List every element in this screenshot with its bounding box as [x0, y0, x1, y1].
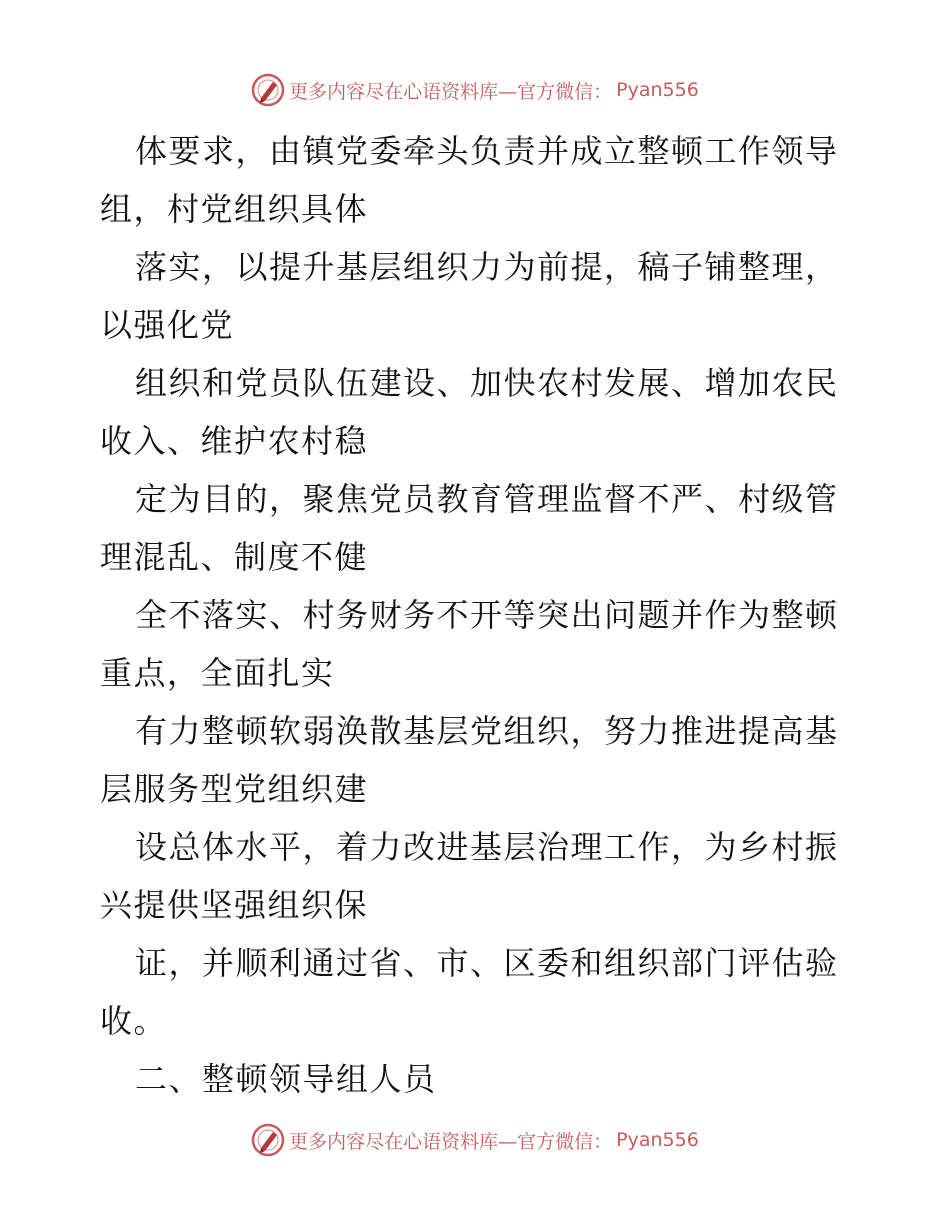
- body-text-line: 理混乱、制度不健: [100, 538, 369, 576]
- document-body: [100, 122, 860, 1108]
- footer-banner-wechat-id: Pyan556: [616, 1129, 699, 1151]
- body-text-line: 证，并顺利通过省、市、区委和组织部门评估验: [135, 944, 839, 982]
- body-text-line: 收入、维护农村稳: [100, 422, 369, 460]
- body-text-line: 重点，全面扎实: [100, 654, 335, 692]
- body-text-line: 设总体水平，着力改进基层治理工作，为乡村振: [135, 828, 839, 866]
- header-watermark-banner: [0, 70, 950, 110]
- body-text-line: 有力整顿软弱涣散基层党组织，努力推进提高基: [135, 712, 839, 750]
- body-text-line: 体要求，由镇党委牵头负责并成立整顿工作领导: [135, 132, 839, 170]
- body-text-line: 定为目的，聚焦党员教育管理监督不严、村级管: [135, 480, 839, 518]
- body-text-line: 层服务型党组织建: [100, 770, 369, 808]
- body-text-line: 以强化党: [100, 306, 235, 344]
- body-text-line: 收。: [100, 1002, 168, 1040]
- body-text-line: 全不落实、村务财务不开等突出问题并作为整顿: [135, 596, 839, 634]
- header-banner-wechat-id: Pyan556: [616, 79, 699, 101]
- body-text-line: 组，村党组织具体: [100, 190, 369, 228]
- footer-banner-text: 更多内容尽在心语资料库—官方微信：: [289, 1130, 613, 1153]
- body-text-line: 落实，以提升基层组织力为前提，稿子铺整理，: [135, 248, 839, 286]
- body-text-line: 二、整顿领导组人员: [135, 1060, 437, 1098]
- body-text-line: 兴提供坚强组织保: [100, 886, 369, 924]
- body-text-line: 组织和党员队伍建设、加快农村发展、增加农民: [135, 364, 839, 402]
- pen-logo-icon: [251, 1123, 285, 1157]
- header-banner-text: 更多内容尽在心语资料库—官方微信：: [289, 80, 613, 103]
- footer-watermark-banner: [0, 1120, 950, 1160]
- pen-logo-icon: [251, 73, 285, 107]
